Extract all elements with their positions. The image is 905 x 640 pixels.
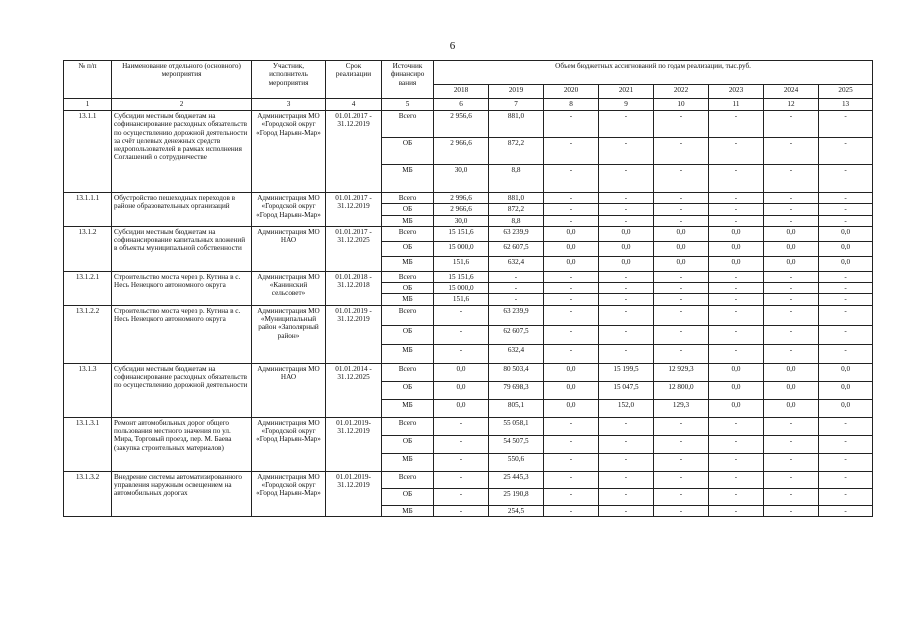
cell-value: - [599,305,654,325]
row-measure-name: Обустройство пешеходных переходов в районе образовательных организаций [112,193,252,227]
cell-value: - [709,344,764,363]
cell-value: 25 445,3 [489,471,544,488]
cell-value: 0,0 [709,256,764,271]
cell-value: 0,0 [544,363,599,381]
cell-value: - [709,294,764,305]
cell-value: 62 607,5 [489,325,544,344]
cell-value: - [709,138,764,165]
cell-value: - [764,165,819,193]
cell-value: - [544,283,599,294]
cell-value: - [709,111,764,138]
row-funding-source: Всего [382,363,434,381]
row-measure-name: Субсидии местным бюджетам на софинансирование расходных обязательств по осуществлению дорожной деятельности за счёт целевых денежных средств недропользователей в рамках исполнения Соглашений о сотрудничестве [112,111,252,193]
column-index: 2 [112,99,252,111]
cell-value: - [819,283,873,294]
cell-value: - [709,271,764,282]
cell-value: - [819,111,873,138]
cell-value: - [599,325,654,344]
cell-value: - [819,305,873,325]
table-row [64,111,873,138]
cell-value: 15 151,6 [434,226,489,241]
row-participant: Администрация МО НАО [252,226,326,271]
row-funding-source: МБ [382,344,434,363]
cell-value: 0,0 [764,256,819,271]
cell-value: - [654,488,709,505]
cell-value: - [544,193,599,204]
cell-value: 0,0 [544,226,599,241]
cell-value: - [544,505,599,516]
cell-value: - [764,471,819,488]
cell-value: - [544,417,599,435]
cell-value: - [819,138,873,165]
cell-value: 8,8 [489,215,544,226]
cell-value: - [764,271,819,282]
row-funding-source: ОБ [382,241,434,256]
cell-value: 0,0 [654,241,709,256]
header-participant: Участник, исполнитель мероприятия [252,61,326,99]
cell-value: - [599,435,654,453]
cell-value: - [654,283,709,294]
row-funding-source: ОБ [382,381,434,399]
cell-value: 79 698,3 [489,381,544,399]
cell-value: 0,0 [819,363,873,381]
cell-value: 54 507,5 [489,435,544,453]
cell-value: - [819,271,873,282]
cell-value: - [544,165,599,193]
cell-value: - [654,453,709,471]
cell-value: - [434,325,489,344]
cell-value: - [819,215,873,226]
cell-value: - [709,283,764,294]
column-index: 8 [544,99,599,111]
cell-value: - [544,488,599,505]
cell-value: - [544,271,599,282]
cell-value: 2 966,6 [434,204,489,215]
cell-value: 632,4 [489,256,544,271]
cell-value: 0,0 [599,241,654,256]
cell-value: - [819,344,873,363]
cell-value: - [709,305,764,325]
row-funding-source: МБ [382,165,434,193]
cell-value: - [599,138,654,165]
cell-value: 0,0 [599,226,654,241]
cell-value: - [819,505,873,516]
cell-value: - [544,471,599,488]
cell-value: - [599,165,654,193]
table-row [64,271,873,282]
row-term: 01.01.2017 - 31.12.2019 [326,111,382,193]
row-participant: Администрация МО «Муниципальный район «Заполярный район» [252,305,326,363]
cell-value: - [599,271,654,282]
row-number: 13.1.3.1 [64,417,112,471]
row-funding-source: МБ [382,505,434,516]
column-index: 10 [654,99,709,111]
cell-value: 0,0 [599,256,654,271]
cell-value: - [544,305,599,325]
column-index: 5 [382,99,434,111]
row-term: 01.01.2014 - 31.12.2025 [326,363,382,417]
row-funding-source: ОБ [382,488,434,505]
table-row [64,193,873,204]
table-row [64,417,873,435]
cell-value: 805,1 [489,399,544,417]
row-term: 01.01.2019- 31.12.2019 [326,471,382,516]
cell-value: - [764,488,819,505]
row-number: 13.1.2 [64,226,112,271]
cell-value: 0,0 [764,363,819,381]
row-funding-source: Всего [382,417,434,435]
cell-value: 62 607,5 [489,241,544,256]
row-term: 01.01.2019 - 31.12.2019 [326,305,382,363]
cell-value: 63 239,9 [489,305,544,325]
cell-value: - [709,435,764,453]
row-funding-source: Всего [382,193,434,204]
cell-value: - [654,294,709,305]
cell-value: - [764,215,819,226]
header-number: № п/п [64,61,112,99]
cell-value: 0,0 [764,399,819,417]
table-row [64,363,873,381]
cell-value: - [709,488,764,505]
row-funding-source: Всего [382,226,434,241]
cell-value: - [819,165,873,193]
cell-value: 129,3 [654,399,709,417]
row-term: 01.01.2017 - 31.12.2019 [326,193,382,227]
cell-value: 55 058,1 [489,417,544,435]
cell-value: 881,0 [489,193,544,204]
cell-value: 12 929,3 [654,363,709,381]
column-index: 4 [326,99,382,111]
cell-value: 632,4 [489,344,544,363]
row-funding-source: Всего [382,111,434,138]
cell-value: - [599,453,654,471]
cell-value: 30,0 [434,165,489,193]
row-participant: Администрация МО «Канинский сельсовет» [252,271,326,305]
cell-value: 151,6 [434,256,489,271]
cell-value: - [544,325,599,344]
cell-value: - [764,283,819,294]
cell-value: - [654,344,709,363]
cell-value: 0,0 [544,399,599,417]
row-funding-source: ОБ [382,204,434,215]
cell-value: 872,2 [489,138,544,165]
cell-value: - [819,294,873,305]
cell-value: 0,0 [709,381,764,399]
cell-value: 0,0 [764,381,819,399]
row-funding-source: Всего [382,271,434,282]
cell-value: - [709,204,764,215]
cell-value: - [599,294,654,305]
cell-value: - [654,505,709,516]
cell-value: 0,0 [819,226,873,241]
header-year: 2019 [489,85,544,99]
cell-value: - [599,488,654,505]
cell-value: - [819,453,873,471]
row-measure-name: Строительство моста через р. Кутина в с. Несь Ненецкого автономного округа [112,305,252,363]
row-funding-source: Всего [382,471,434,488]
cell-value: - [764,138,819,165]
cell-value: 2 966,6 [434,138,489,165]
column-index: 1 [64,99,112,111]
column-index: 7 [489,99,544,111]
cell-value: 0,0 [819,399,873,417]
row-number: 13.1.3.2 [64,471,112,516]
header-year: 2025 [819,85,873,99]
row-measure-name: Ремонт автомобильных дорог общего пользования местного значения по ул. Мира, Торговый проезд, пер. М. Баева (закупка строительных материалов) [112,417,252,471]
row-number: 13.1.2.2 [64,305,112,363]
row-term: 01.01.2019- 31.12.2019 [326,417,382,471]
cell-value: 15 000,0 [434,283,489,294]
table-row [64,226,873,241]
row-number: 13.1.2.1 [64,271,112,305]
cell-value: 0,0 [544,381,599,399]
cell-value: - [764,193,819,204]
cell-value: - [599,204,654,215]
cell-value: - [544,215,599,226]
cell-value: 30,0 [434,215,489,226]
cell-value: - [654,417,709,435]
cell-value: 0,0 [819,241,873,256]
cell-value: - [709,193,764,204]
cell-value: - [654,138,709,165]
row-participant: Администрация МО «Городской округ «Город Нарьян-Мар» [252,193,326,227]
cell-value: - [489,294,544,305]
row-measure-name: Внедрение системы автоматизированного управления наружным освещением на автомобильных дорогах [112,471,252,516]
cell-value: 151,6 [434,294,489,305]
cell-value: - [819,435,873,453]
cell-value: 0,0 [544,256,599,271]
cell-value: - [709,505,764,516]
row-funding-source: ОБ [382,138,434,165]
cell-value: - [434,435,489,453]
cell-value: - [434,471,489,488]
cell-value: 0,0 [819,256,873,271]
row-funding-source: МБ [382,453,434,471]
cell-value: 550,6 [489,453,544,471]
cell-value: - [599,111,654,138]
cell-value: - [544,138,599,165]
row-participant: Администрация МО «Городской округ «Город Нарьян-Мар» [252,111,326,193]
cell-value: - [764,305,819,325]
cell-value: 254,5 [489,505,544,516]
cell-value: - [434,417,489,435]
cell-value: 0,0 [654,226,709,241]
table-row [64,471,873,488]
cell-value: - [654,165,709,193]
cell-value: - [599,344,654,363]
cell-value: 2 996,6 [434,193,489,204]
cell-value: 8,8 [489,165,544,193]
cell-value: - [764,111,819,138]
row-funding-source: ОБ [382,325,434,344]
cell-value: - [599,193,654,204]
cell-value: - [654,111,709,138]
cell-value: 0,0 [709,241,764,256]
column-index: 3 [252,99,326,111]
cell-value: - [709,453,764,471]
header-measure-name: Наименование отдельного (основного) мероприятия [112,61,252,99]
budget-allocation-table [63,60,873,517]
cell-value: 12 800,0 [654,381,709,399]
row-participant: Администрация МО «Городской округ «Город Нарьян-Мар» [252,417,326,471]
cell-value: 25 190,8 [489,488,544,505]
cell-value: - [709,215,764,226]
row-funding-source: МБ [382,215,434,226]
page-number: 6 [449,40,456,52]
header-term: Срок реализации [326,61,382,99]
row-term: 01.01.2017 - 31.12.2025 [326,226,382,271]
column-index: 6 [434,99,489,111]
cell-value: 0,0 [709,363,764,381]
cell-value: - [764,417,819,435]
cell-value: 152,0 [599,399,654,417]
cell-value: - [544,344,599,363]
row-funding-source: ОБ [382,435,434,453]
row-number: 13.1.1 [64,111,112,193]
cell-value: - [709,417,764,435]
cell-value: 15 151,6 [434,271,489,282]
cell-value: - [434,488,489,505]
row-measure-name: Субсидии местным бюджетам на софинансирование расходных обязательств по осуществлению дорожной деятельности [112,363,252,417]
cell-value: 872,2 [489,204,544,215]
cell-value: 0,0 [544,241,599,256]
row-funding-source: ОБ [382,283,434,294]
cell-value: - [819,417,873,435]
cell-value: - [764,453,819,471]
cell-value: - [544,435,599,453]
cell-value: 15 000,0 [434,241,489,256]
cell-value: - [654,204,709,215]
cell-value: 63 239,9 [489,226,544,241]
row-funding-source: МБ [382,399,434,417]
cell-value: - [709,471,764,488]
cell-value: - [709,165,764,193]
cell-value: - [654,305,709,325]
cell-value: 0,0 [434,363,489,381]
row-participant: Администрация МО НАО [252,363,326,417]
row-number: 13.1.1.1 [64,193,112,227]
cell-value: - [544,453,599,471]
cell-value: - [434,305,489,325]
row-funding-source: МБ [382,294,434,305]
cell-value: - [489,283,544,294]
header-year: 2024 [764,85,819,99]
cell-value: - [819,488,873,505]
cell-value: - [599,505,654,516]
row-participant: Администрация МО «Городской округ «Город Нарьян-Мар» [252,471,326,516]
cell-value: - [764,344,819,363]
cell-value: - [764,435,819,453]
header-source: Источник финансиро вания [382,61,434,99]
cell-value: 0,0 [434,399,489,417]
row-funding-source: МБ [382,256,434,271]
cell-value: 881,0 [489,111,544,138]
cell-value: - [764,294,819,305]
cell-value: - [544,204,599,215]
column-index: 13 [819,99,873,111]
row-number: 13.1.3 [64,363,112,417]
row-funding-source: Всего [382,305,434,325]
cell-value: 0,0 [764,226,819,241]
cell-value: - [819,193,873,204]
cell-value: 0,0 [819,381,873,399]
header-year: 2020 [544,85,599,99]
cell-value: 15 199,5 [599,363,654,381]
header-year: 2018 [434,85,489,99]
cell-value: - [654,435,709,453]
cell-value: - [599,417,654,435]
cell-value: 0,0 [709,226,764,241]
cell-value: - [709,325,764,344]
cell-value: - [819,325,873,344]
cell-value: 0,0 [764,241,819,256]
cell-value: 2 956,6 [434,111,489,138]
cell-value: - [819,471,873,488]
row-measure-name: Субсидии местным бюджетам на софинансирование капитальных вложений в объекты муниципальной собственности [112,226,252,271]
cell-value: - [654,471,709,488]
cell-value: - [489,271,544,282]
cell-value: 0,0 [434,381,489,399]
column-index: 11 [709,99,764,111]
cell-value: - [544,294,599,305]
column-index: 9 [599,99,654,111]
cell-value: - [764,325,819,344]
cell-value: - [599,215,654,226]
cell-value: 0,0 [709,399,764,417]
cell-value: 15 047,5 [599,381,654,399]
cell-value: - [599,283,654,294]
cell-value: - [434,344,489,363]
cell-value: - [599,471,654,488]
cell-value: - [434,505,489,516]
column-index: 12 [764,99,819,111]
row-term: 01.01.2018 - 31.12.2018 [326,271,382,305]
header-year: 2023 [709,85,764,99]
cell-value: - [764,204,819,215]
header-year: 2021 [599,85,654,99]
cell-value: - [654,325,709,344]
cell-value: - [764,505,819,516]
header-year: 2022 [654,85,709,99]
cell-value: - [544,111,599,138]
table-row [64,305,873,325]
header-volume: Объем бюджетных ассигнований по годам реализации, тыс.руб. [434,61,873,85]
cell-value: - [434,453,489,471]
cell-value: 0,0 [654,256,709,271]
cell-value: - [654,193,709,204]
cell-value: - [654,271,709,282]
cell-value: 80 503,4 [489,363,544,381]
cell-value: - [654,215,709,226]
row-measure-name: Строительство моста через р. Кутина в с. Несь Ненецкого автономного округа [112,271,252,305]
cell-value: - [819,204,873,215]
